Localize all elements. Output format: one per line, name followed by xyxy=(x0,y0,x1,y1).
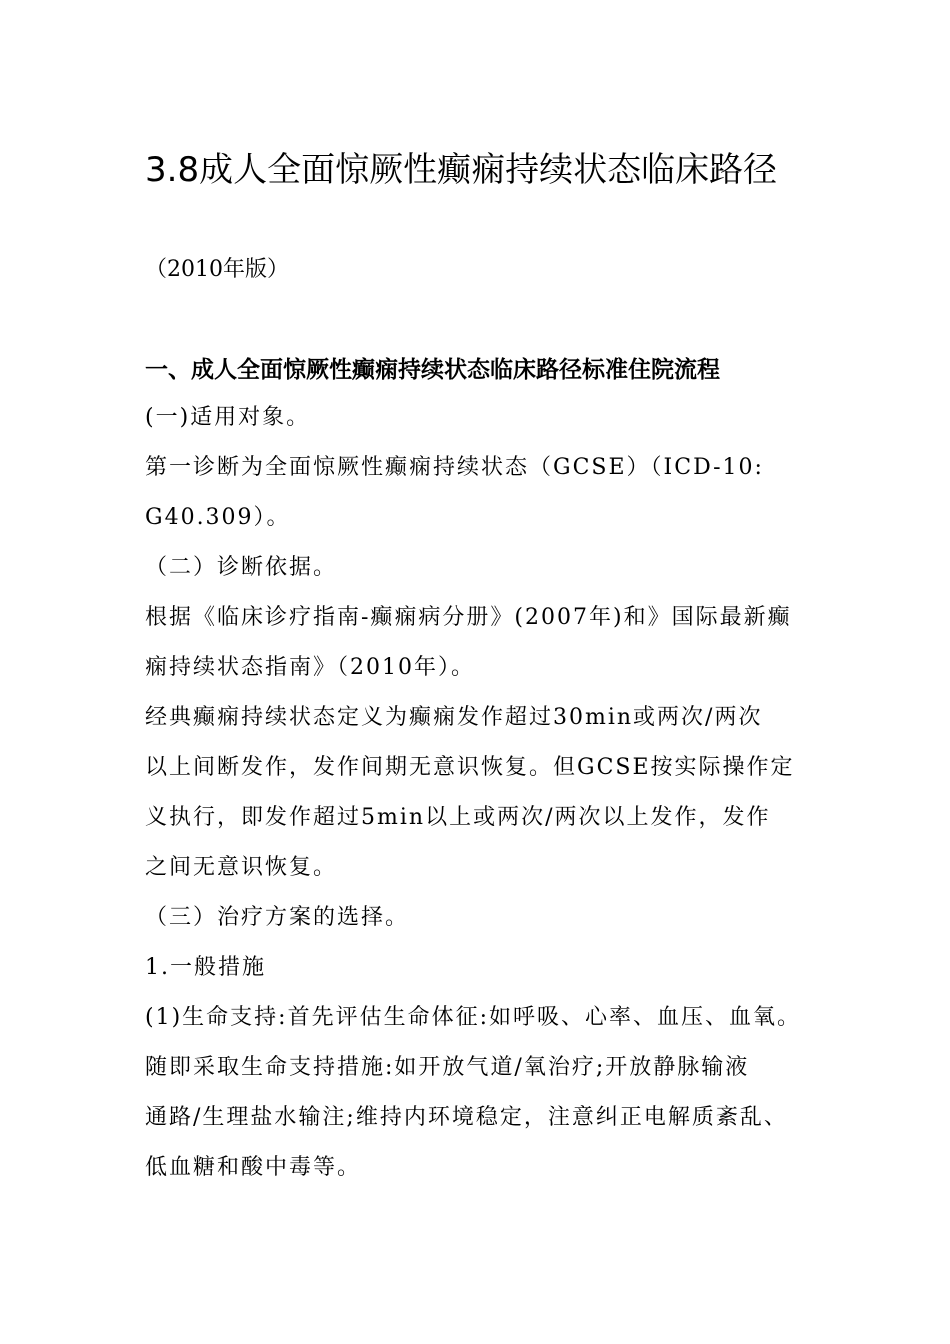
body-line: 义执行，即发作超过5min以上或两次/两次以上发作，发作 xyxy=(145,805,771,830)
body-line: 第一诊断为全面惊厥性癫痫持续状态（GCSE）（ICD-10: xyxy=(145,455,764,480)
body-line: （二）诊断依据。 xyxy=(145,555,338,580)
body-line: 随即采取生命支持措施:如开放气道/氧治疗;开放静脉输液 xyxy=(145,1055,750,1080)
section-heading: 一、成人全面惊厥性癫痫持续状态临床路径标准住院流程 xyxy=(145,357,720,383)
body-line: 1.一般措施 xyxy=(145,955,266,980)
document-title: 3.8成人全面惊厥性癫痫持续状态临床路径 xyxy=(145,150,778,190)
body-line: (一)适用对象。 xyxy=(145,405,311,430)
body-line: （三）治疗方案的选择。 xyxy=(145,905,410,930)
body-line: 之间无意识恢复。 xyxy=(145,855,338,880)
edition-label: （2010年版） xyxy=(145,257,289,282)
body-line: G40.309）。 xyxy=(145,505,291,530)
body-line: 痫持续状态指南》（2010年）。 xyxy=(145,655,475,680)
body-text xyxy=(145,400,845,1200)
body-line: 根据《临床诊疗指南-癫痫病分册》(2007年)和》国际最新癫 xyxy=(145,605,792,630)
body-line: 以上间断发作，发作间期无意识恢复。但GCSE按实际操作定 xyxy=(145,755,795,780)
body-line: (1)生命支持:首先评估生命体征:如呼吸、心率、血压、血氧。 xyxy=(145,1005,801,1030)
body-line: 经典癫痫持续状态定义为癫痫发作超过30min或两次/两次 xyxy=(145,705,763,730)
body-line: 通路/生理盐水输注;维持内环境稳定，注意纠正电解质紊乱、 xyxy=(145,1105,788,1130)
body-line: 低血糖和酸中毒等。 xyxy=(145,1155,362,1180)
